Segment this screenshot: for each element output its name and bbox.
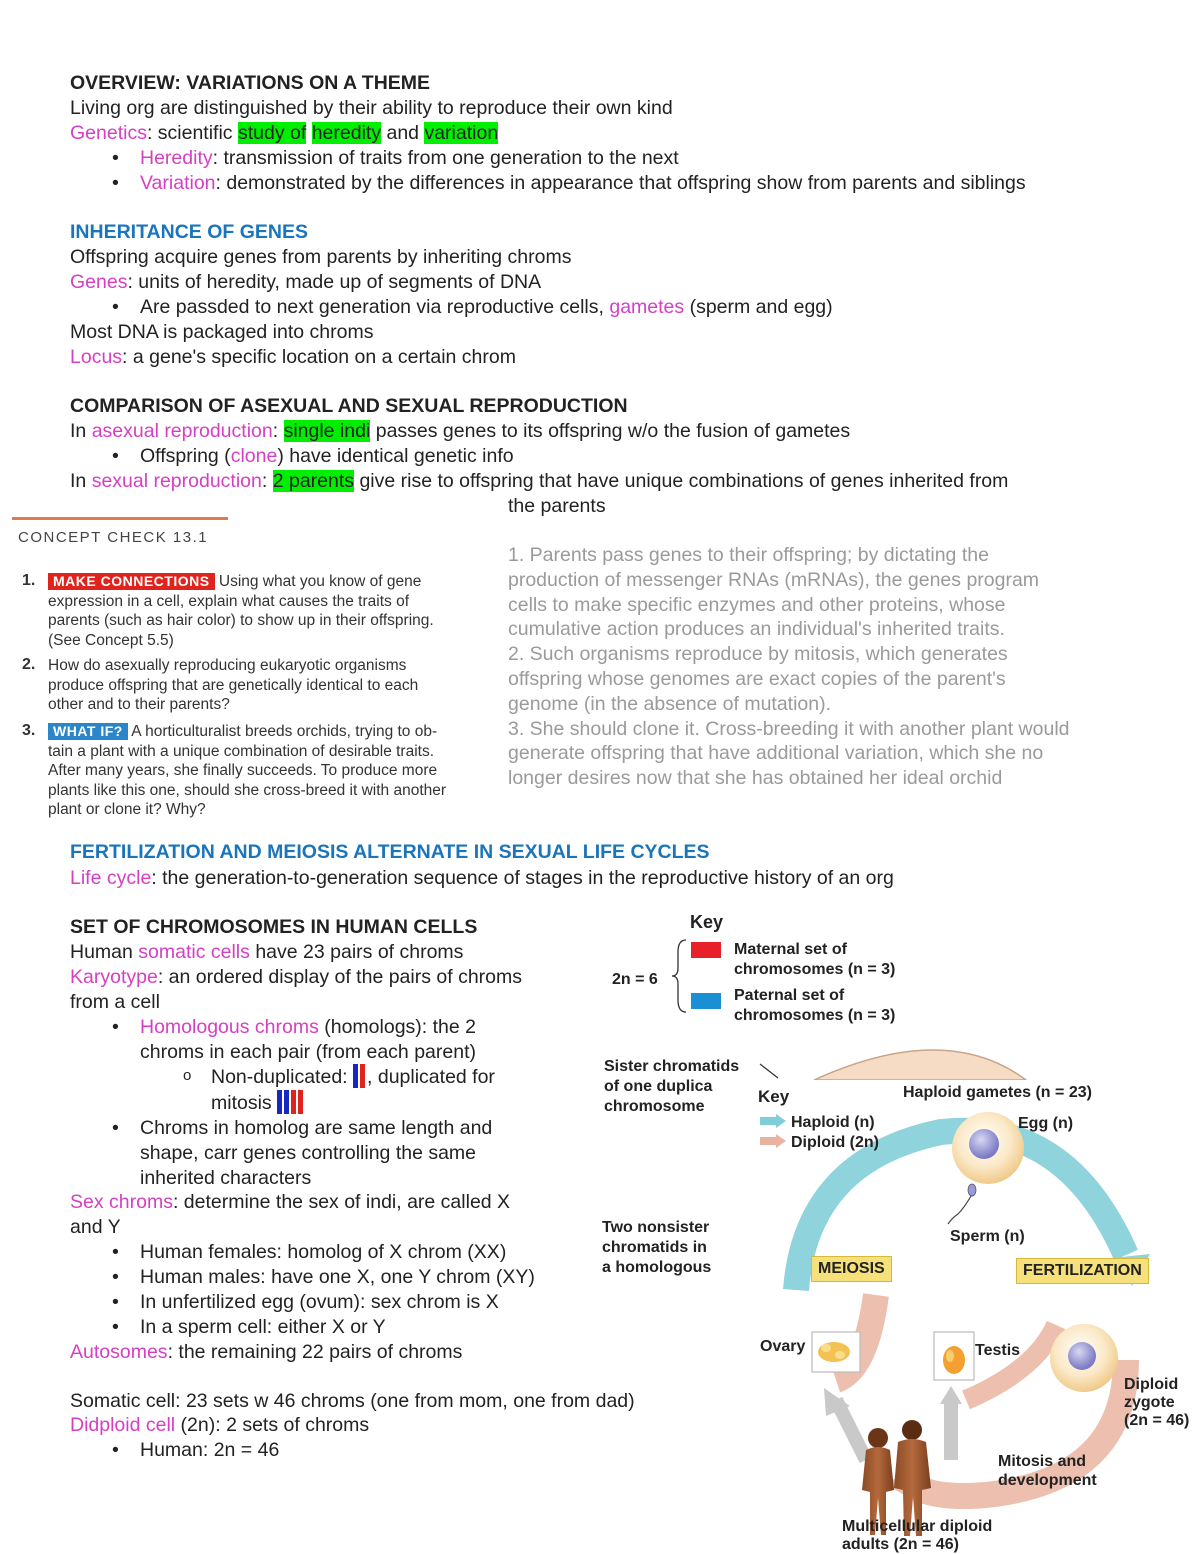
diploid-arrow-testis [966, 1325, 1056, 1400]
sperm-label: Sperm (n) [950, 1228, 1025, 1245]
partial-cell-shape [814, 1050, 1026, 1080]
chromosome-pair-icon [353, 1066, 367, 1088]
sex-bullet: • Human females: homolog of X chrom (XX) [140, 1240, 506, 1265]
homolog-bullet: • Chroms in homolog are same length and shape, carr genes controlling the same inherited characters [140, 1116, 492, 1190]
homologous-bullet: • Homologous chroms (homologs): the 2 [140, 1015, 476, 1040]
key-arrows-icon [760, 1114, 788, 1150]
sister-chromatids-label: Sister chromatids of one duplica chromosome [604, 1058, 740, 1115]
inheritance-heading: INHERITANCE OF GENES [70, 221, 308, 243]
question-2-number: 2. [22, 656, 36, 673]
mitosis-line: mitosis [211, 1090, 305, 1116]
sperm-icon [948, 1184, 976, 1224]
question-2: How do asexually reproducing eukaryotic organisms produce offspring that are genetically identical to each other and to their parents? [48, 657, 419, 714]
cycle-key-title: Key [758, 1087, 790, 1106]
somatic-cell-line: Somatic cell: 23 sets w 46 chroms (one from mom, one from dad) [70, 1390, 635, 1412]
highlight-heredity: heredity [311, 122, 382, 144]
clone-bullet: • Offspring (clone) have identical genetic info [140, 444, 514, 469]
paternal-swatch [691, 993, 721, 1009]
paternal-label: Paternal set of chromosomes (n = 3) [734, 987, 896, 1024]
haploid-gametes-label: Haploid gametes (n = 23) [903, 1084, 1092, 1101]
maternal-swatch [691, 942, 721, 958]
diploid-bullet: • Human: 2n = 46 [140, 1438, 279, 1463]
egg-label: Egg (n) [1018, 1115, 1074, 1132]
sex-chroms-definition: Sex chroms: determine the sex of indi, are called X [70, 1191, 511, 1213]
question-3: WHAT IF? A horticulturalist breeds orchids, trying to ob- tain a plant with a unique combination of desirable traits. After many years, she finally succeeds. To produce more plants like this one, should she cross-breed it with another plant or clone it? Why? [48, 723, 447, 819]
two-n-label: 2n = 6 [612, 971, 658, 988]
genetics-term: Genetics [70, 122, 147, 144]
ovary-label: Ovary [760, 1338, 806, 1355]
testis-label: Testis [975, 1342, 1021, 1359]
sex-bullet: • In a sperm cell: either X or Y [140, 1315, 386, 1340]
locus-definition: Locus: a gene's specific location on a certain chrom [70, 346, 516, 368]
comparison-heading: COMPARISON OF ASEXUAL AND SEXUAL REPRODUCTION [70, 395, 628, 417]
make-connections-tag: MAKE CONNECTIONS [48, 573, 215, 590]
question-1-number: 1. [22, 572, 36, 589]
meiosis-label: MEIOSIS [811, 1256, 892, 1282]
question-1: MAKE CONNECTIONS Using what you know of gene expression in a cell, explain what causes the traits of parents (such as hair color) to show up in their offspring. (See Concept 5.5) [48, 573, 434, 649]
haploid-key-label: Haploid (n) [791, 1114, 875, 1131]
dna-line: Most DNA is packaged into chroms [70, 321, 374, 343]
sex-bullet: • Human males: have one X, one Y chrom (XY) [140, 1265, 535, 1290]
sexual-line-cont: the parents [508, 495, 606, 517]
zygote-label: Diploid zygote (2n = 46) [1124, 1376, 1190, 1429]
karyotype-cont: from a cell [70, 991, 160, 1013]
life-cycle-definition: Life cycle: the generation-to-generation sequence of stages in the reproductive history of an org [70, 867, 894, 889]
concept-check-title: CONCEPT CHECK 13.1 [18, 529, 209, 546]
diploid-definition: Didploid cell (2n): 2 sets of chroms [70, 1414, 370, 1436]
overview-line: Living org are distinguished by their ability to reproduce their own kind [70, 97, 673, 119]
inheritance-line: Offspring acquire genes from parents by inheriting chroms [70, 246, 572, 268]
sexual-line: In sexual reproduction: 2 parents give rise to offspring that have unique combinations of genes inherited from [70, 470, 1009, 492]
nonsister-label: Two nonsister chromatids in a homologous [602, 1219, 712, 1276]
heredity-bullet: • Heredity: transmission of traits from one generation to the next [140, 146, 679, 171]
highlight-study-of: study of [237, 122, 307, 144]
gametes-bullet: • Are passded to next generation via reproductive cells, gametes (sperm and egg) [140, 295, 833, 320]
nonduplicated-line: o Non-duplicated: , duplicated for [211, 1064, 495, 1090]
fertilization-label: FERTILIZATION [1016, 1258, 1149, 1284]
question-3-number: 3. [22, 722, 36, 739]
mitosis-development-label: Mitosis and development [998, 1453, 1097, 1489]
concept-answers: 1. Parents pass genes to their offspring; by dictating the production of messenger RNAs (mRNAs), the genes program cells to make specific enzymes and other proteins, whose cumulative action produces an individual's inherited traits. 2. Such organisms reproduce by mitosis, which generates offspring whose genomes are exact copies of the parent's genome (in the absence of mutation). 3. She should clone it. Cross-breeding it with another plant would generate offspring that have additional variation, which she no longer desires now that she has obtained her ideal orchid [508, 544, 1070, 790]
sex-bullet: • In unfertilized egg (ovum): sex chrom is X [140, 1290, 499, 1315]
sex-chroms-cont: and Y [70, 1216, 121, 1238]
asexual-line: In asexual reproduction: single indi passes genes to its offspring w/o the fusion of gametes [70, 420, 851, 442]
variation-bullet: • Variation: demonstrated by the differences in appearance that offspring show from parents and siblings [140, 171, 1026, 196]
what-if-tag: WHAT IF? [48, 723, 128, 740]
maternal-label: Maternal set of chromosomes (n = 3) [734, 941, 896, 978]
duplicated-chromosome-icon [277, 1092, 305, 1114]
somatic-line: Human somatic cells have 23 pairs of chroms [70, 941, 464, 963]
highlight-variation: variation [424, 122, 499, 144]
karyotype-definition: Karyotype: an ordered display of the pairs of chroms [70, 966, 522, 988]
highlight-single-indi: single indi [283, 420, 371, 442]
highlight-2-parents: 2 parents [272, 470, 355, 492]
genes-definition: Genes: units of heredity, made up of segments of DNA [70, 271, 542, 293]
concept-check-rule [12, 517, 228, 520]
diploid-key-label: Diploid (2n) [791, 1134, 879, 1151]
key-brace [670, 938, 690, 1014]
homologous-cont: chroms in each pair (from each parent) [140, 1041, 476, 1063]
genetics-definition: Genetics: scientific study of heredity and variation [70, 122, 499, 144]
adults-label: Multicellular diploid adults (2n = 46) [842, 1518, 993, 1553]
chromosomes-heading: SET OF CHROMOSOMES IN HUMAN CELLS [70, 916, 478, 938]
overview-heading: OVERVIEW: VARIATIONS ON A THEME [70, 72, 431, 94]
autosomes-definition: Autosomes: the remaining 22 pairs of chroms [70, 1341, 463, 1363]
fertilization-heading: FERTILIZATION AND MEIOSIS ALTERNATE IN SEXUAL LIFE CYCLES [70, 841, 710, 863]
figure-key-title: Key [690, 912, 724, 932]
